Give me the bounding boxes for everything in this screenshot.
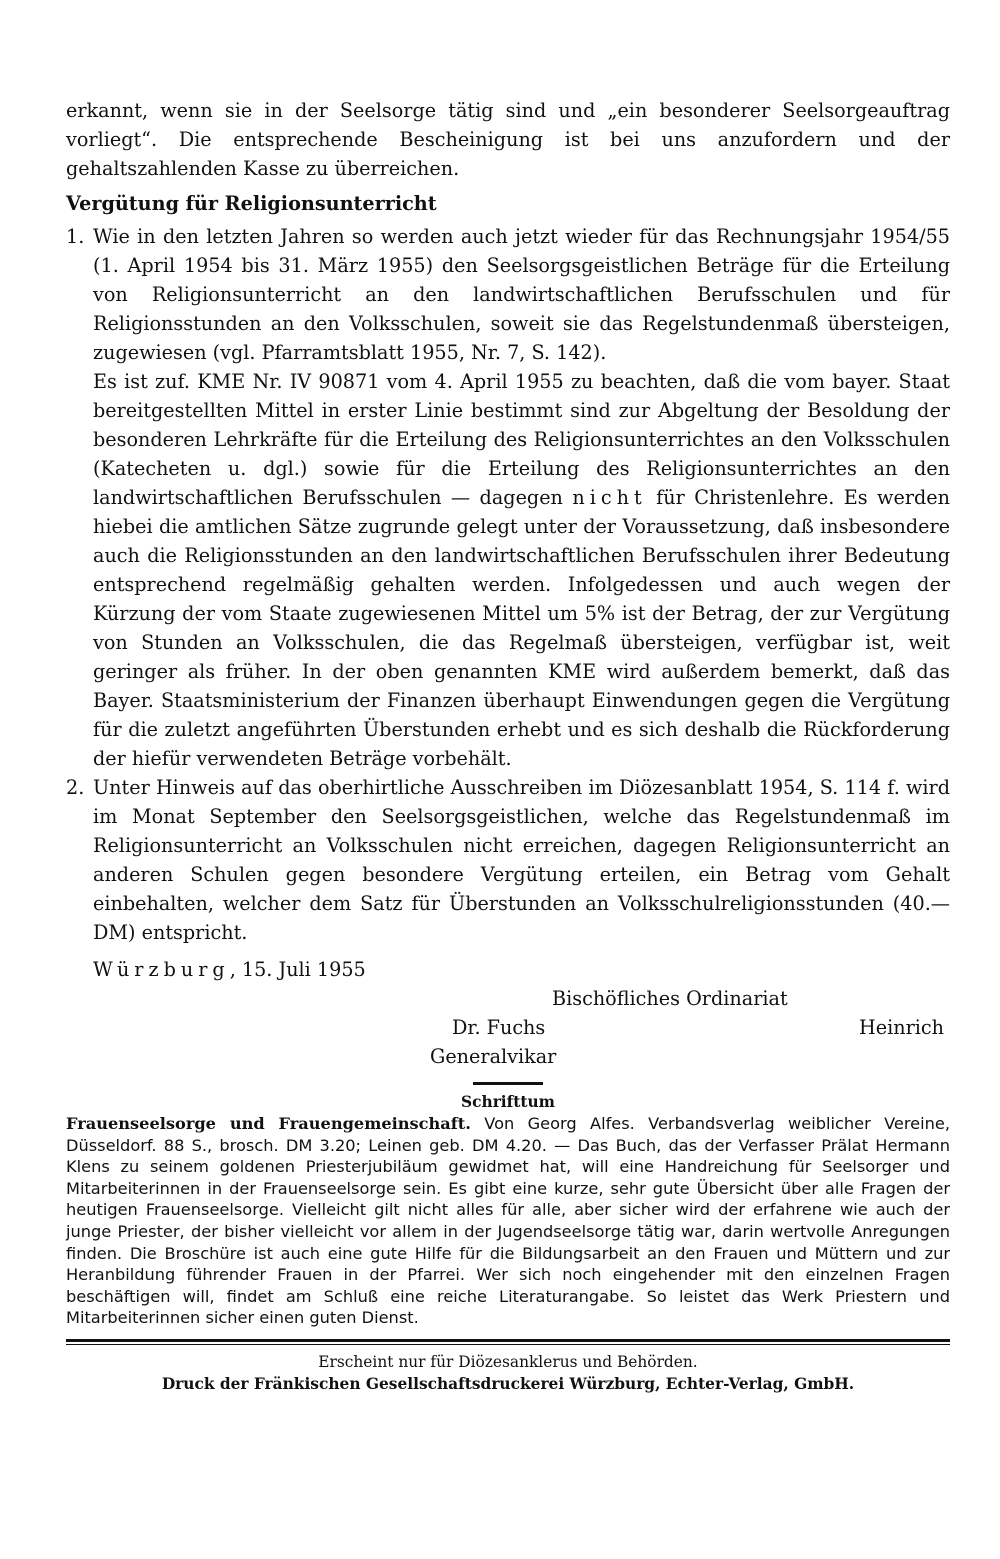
footer-line-2: Druck der Fränkischen Gesellschaftsdruckerei Würzburg, Echter-Verlag, GmbH.	[161, 1374, 855, 1393]
emphasis-nicht: nicht	[572, 486, 647, 509]
divider-short	[473, 1082, 543, 1085]
signature-office: Bischöfliches Ordinariat	[552, 987, 788, 1010]
list-item-2	[66, 773, 950, 947]
place-date	[93, 955, 950, 984]
signature-title: Generalvikar	[430, 1045, 557, 1068]
footer	[66, 1351, 950, 1395]
signature-first-name: Heinrich	[859, 1016, 944, 1039]
list-item-1	[66, 222, 950, 773]
footer-line-1: Erscheint nur für Diözesanklerus und Behörden.	[318, 1352, 698, 1371]
date: , 15. Juli 1955	[229, 958, 366, 981]
list-number: 2.	[66, 776, 85, 799]
list-item-1-paragraph-2	[93, 367, 950, 773]
signature-block	[66, 984, 950, 1074]
intro-paragraph: erkannt, wenn sie in der Seelsorge tätig sind und „ein besonderer Seelsorgeauftrag vorliegt“. Die entsprechende Bescheinigung ist bei uns anzufordern und der gehaltszahlenden Kasse zu überreichen.	[66, 99, 950, 180]
paragraph-2-part-b: für Christenlehre. Es werden hiebei die amtlichen Sätze zugrunde gelegt unter der Voraussetzung, daß insbesondere auch die Religionsstunden an den landwirtschaftlichen Berufsschulen ihrer Bedeutung entsprechend regelmäßig gehalten werden. Infolgedessen und auch wegen der Kürzung der vom Staate zugewiesenen Mittel um 5% ist der Betrag, der zur Vergütung von Stunden an Volksschulen, die das Regelmaß übersteigen, verfügbar ist, weit geringer als früher. In der oben genannten KME wird außerdem bemerkt, daß das Bayer. Staatsministerium der Finanzen überhaupt Einwendungen gegen die Vergütung für die zuletzt angeführten Überstunden erhebt und es sich deshalb die Rückforderung der hiefür verwendeten Beträge vorbehält.	[93, 486, 950, 770]
place: Würzburg	[93, 958, 230, 981]
section-heading: Vergütung für Religionsunterricht	[66, 192, 437, 215]
paragraph-2-part-a: Es ist zuf. KME Nr. IV 90871 vom 4. April 1955 zu beachten, daß die vom bayer. Staat bereitgestellten Mittel in erster Linie bestimmt sind zur Abgeltung der Besoldung der besonderen Lehrkräfte für die Erteilung des Religionsunterrichtes an den Volksschulen (Katecheten u. dgl.) sowie für die Erteilung des Religionsunterrichtes an den landwirtschaftlichen Berufsschulen — dagegen	[93, 370, 950, 509]
section-title-schrifttum: Schrifttum	[461, 1093, 555, 1111]
signature-name: Dr. Fuchs	[452, 1016, 546, 1039]
document-page	[66, 96, 950, 1395]
list-number: 1.	[66, 225, 85, 248]
divider-footer	[66, 1339, 950, 1345]
list-item-1-paragraph-1: Wie in den letzten Jahren so werden auch jetzt wieder für das Rechnungsjahr 1954/55 (1. April 1954 bis 31. März 1955) den Seelsorgsgeistlichen Beträge für die Erteilung von Religionsunterricht an den landwirtschaftlichen Berufsschulen und für Religionsstunden an den Volksschulen, soweit sie das Regelstundenmaß übersteigen, zugewiesen (vgl. Pfarramtsblatt 1955, Nr. 7, S. 142).	[93, 225, 950, 364]
list-item-2-paragraph: Unter Hinweis auf das oberhirtliche Ausschreiben im Diözesanblatt 1954, S. 114 f. wird im Monat September den Seelsorgsgeistlichen, welche das Regelstundenmaß im Religionsunterricht an Volksschulen nicht erreichen, dagegen Religionsunterricht an anderen Schulen gegen besondere Vergütung erteilen, ein Betrag vom Gehalt einbehalten, welcher dem Satz für Überstunden an Volksschulreligionsstunden (40.— DM) entspricht.	[93, 776, 950, 944]
review-text: Von Georg Alfes. Verbandsverlag weiblicher Vereine, Düsseldorf. 88 S., brosch. DM 3.20; Leinen geb. DM 4.20. — Das Buch, das der Verfasser Prälat Hermann Klens zu seinem goldenen Priesterjubiläum gewidmet hat, will eine Handreichung für Seelsorger und Mitarbeiterinnen in der Frauenseelsorge sein. Es gibt eine kurze, sehr gute Übersicht über alle Fragen der heutigen Frauenseelsorge. Vielleicht gilt nicht alles für alle, aber sicher wird der erfahrene wie auch der junge Priester, der bisher vielleicht vor allem in der Jugendseelsorge tätig war, darin wertvolle Anregungen finden. Die Broschüre ist auch eine gute Hilfe für die Bildungsarbeit an den Frauen und Müttern und zur Heranbildung führender Frauen in der Pfarrei. Wer sich noch eingehender mit den einzelnen Fragen beschäftigen will, findet am Schluß eine reiche Literaturangabe. So leistet das Werk Priestern und Mitarbeiterinnen sicher einen guten Dienst.	[66, 1114, 951, 1328]
book-review	[66, 1113, 950, 1329]
book-title: Frauenseelsorge und Frauengemeinschaft.	[66, 1114, 471, 1133]
